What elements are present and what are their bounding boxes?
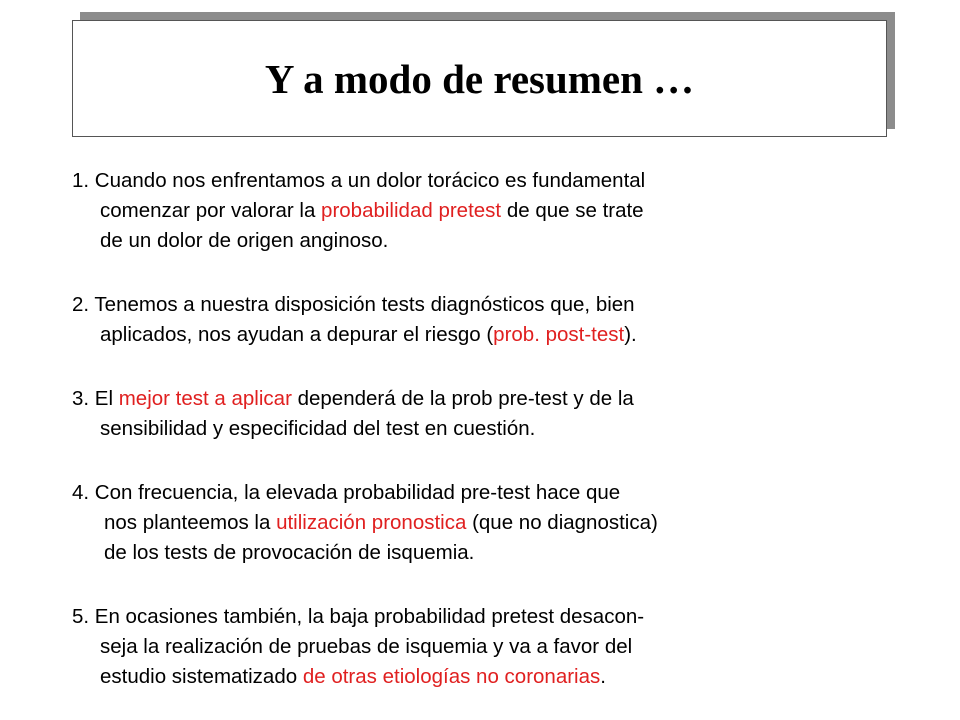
highlight-text: utilización pronostica [276, 511, 467, 534]
summary-item-4 [72, 478, 892, 568]
summary-line: 1. Cuando nos enfrentamos a un dolor torácico es fundamental [72, 169, 646, 192]
summary-line: de un dolor de origen anginoso. [100, 229, 389, 252]
summary-line: seja la realización de pruebas de isquemia y va a favor del [100, 635, 633, 658]
summary-line: 5. En ocasiones también, la baja probabilidad pretest desacon- [72, 605, 645, 628]
summary-line: aplicados, nos ayudan a depurar el riesgo (prob. post-test). [100, 323, 637, 346]
summary-item-5 [72, 602, 892, 692]
highlight-text: probabilidad pretest [321, 199, 502, 222]
highlight-text: de otras etiologías no coronarias [302, 665, 601, 688]
title-box [72, 20, 887, 137]
highlight-text: mejor test a aplicar [118, 387, 292, 410]
summary-item-3 [72, 384, 892, 444]
summary-line: comenzar por valorar la probabilidad pretest de que se trate [100, 199, 644, 222]
summary-line: de los tests de provocación de isquemia. [104, 541, 475, 564]
summary-line: 3. El mejor test a aplicar dependerá de la prob pre-test y de la [72, 387, 634, 410]
summary-item-2 [72, 290, 892, 350]
summary-line: estudio sistematizado de otras etiologías no coronarias. [100, 665, 606, 688]
summary-item-1 [72, 166, 892, 256]
slide-title: Y a modo de resumen … [264, 55, 695, 102]
summary-line: nos planteemos la utilización pronostica (que no diagnostica) [104, 511, 658, 534]
summary-line: 2. Tenemos a nuestra disposición tests diagnósticos que, bien [72, 293, 635, 316]
summary-line: 4. Con frecuencia, la elevada probabilidad pre-test hace que [72, 481, 621, 504]
summary-list [72, 166, 892, 692]
summary-line: sensibilidad y especificidad del test en cuestión. [100, 417, 536, 440]
highlight-text: prob. post-test [493, 323, 625, 346]
